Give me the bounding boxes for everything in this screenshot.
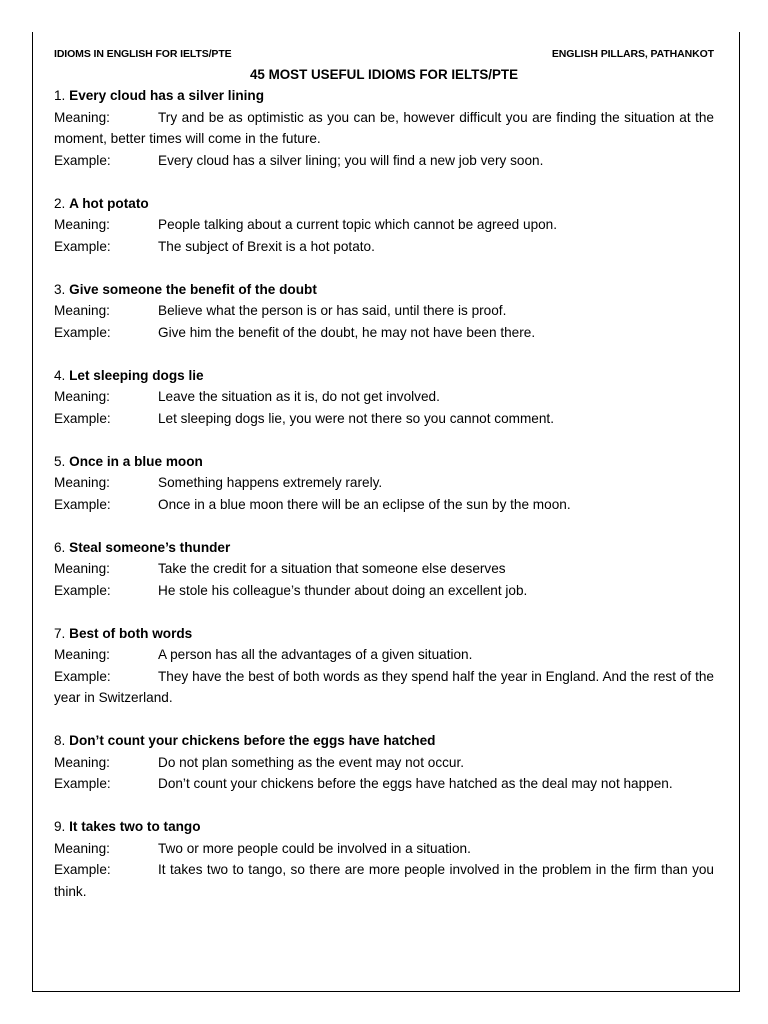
idiom-number: 5. [54,453,66,469]
idiom-example-line [54,150,714,172]
idiom-meaning-line [54,752,714,774]
header-left: IDIOMS IN ENGLISH FOR IELTS/PTE [54,48,232,60]
idiom-meaning-line [54,386,714,408]
idiom-meaning-text: Do not plan something as the event may not occur. [158,754,465,770]
idiom-meaning-text: A person has all the advantages of a given situation. [158,647,473,662]
idiom-meaning-line [54,472,714,494]
idiom-number: 4. [54,367,66,383]
idiom-heading [54,365,714,387]
idiom-number: 6. [54,539,66,555]
page-title: 45 MOST USEFUL IDIOMS FOR IELTS/PTE [249,67,519,82]
idiom-meaning-text: Leave the situation as it is, do not get involved. [158,389,440,404]
idiom-meaning-text: Believe what the person is or has said, until there is proof. [158,303,507,318]
example-label: Example: [54,776,111,791]
idiom-entry [54,85,714,171]
idiom-number: 1. [54,88,66,103]
idiom-meaning-text: Something happens extremely rarely. [158,475,383,490]
idiom-heading [54,623,714,645]
idiom-meaning-line [54,300,714,322]
idiom-example-text: They have the best of both words as they spend half the year in England. And the rest of the year in Switzerland. [54,668,714,705]
idiom-example-text: It takes two to tango, so there are more people involved in the problem in the firm than you think. [54,862,714,899]
idiom-entry [54,279,714,344]
meaning-label: Meaning: [54,303,110,318]
idiom-number: 9. [54,819,66,834]
example-label: Example: [54,862,111,877]
idiom-heading [54,537,714,559]
example-label: Example: [54,410,111,426]
idiom-heading [54,451,714,473]
idiom-number: 7. [54,625,66,641]
idiom-example-line [54,859,714,902]
idiom-list [54,85,714,902]
idiom-example-text: The subject of Brexit is a hot potato. [158,238,375,254]
idiom-example-line [54,494,714,516]
idiom-meaning-line [54,107,714,150]
example-label: Example: [54,152,111,168]
idiom-example-text: Every cloud has a silver lining; you will find a new job very soon. [158,152,544,168]
idiom-number: 2. [54,195,66,211]
meaning-label: Meaning: [54,561,110,576]
idiom-meaning-text: Try and be as optimistic as you can be, however difficult you are finding the situation at the moment, better times will come in the future. [54,109,714,146]
idiom-example-line [54,580,714,602]
idiom-phrase: It takes two to tango [69,819,201,834]
idiom-phrase: Every cloud has a silver lining [69,88,265,103]
idiom-entry [54,623,714,709]
example-label: Example: [54,668,111,684]
idiom-number: 8. [54,733,66,748]
meaning-label: Meaning: [54,109,110,125]
header-right: ENGLISH PILLARS, PATHANKOT [551,48,714,60]
idiom-entry [54,451,714,516]
idiom-example-line [54,408,714,430]
idiom-example-text: He stole his colleague’s thunder about doing an excellent job. [158,582,528,598]
idiom-entry [54,365,714,430]
idiom-meaning-text: Take the credit for a situation that someone else deserves [158,561,506,576]
meaning-label: Meaning: [54,840,110,856]
idiom-example-text: Don’t count your chickens before the eggs have hatched as the deal may not happen. [158,776,673,791]
meaning-label: Meaning: [54,217,110,232]
idiom-number: 3. [54,281,66,297]
meaning-label: Meaning: [54,647,110,662]
idiom-example-line [54,773,714,795]
idiom-example-text: Give him the benefit of the doubt, he may not have been there. [158,324,536,340]
idiom-example-line [54,666,714,709]
idiom-phrase: Don’t count your chickens before the eggs have hatched [69,733,436,748]
idiom-heading [54,193,714,215]
example-label: Example: [54,582,111,598]
idiom-phrase: Give someone the benefit of the doubt [69,281,317,297]
document-body [54,44,714,924]
idiom-meaning-text: People talking about a current topic which cannot be agreed upon. [158,217,558,232]
page-header [54,44,714,65]
meaning-label: Meaning: [54,754,110,770]
idiom-meaning-line [54,214,714,236]
idiom-meaning-line [54,558,714,580]
idiom-meaning-line [54,644,714,666]
idiom-phrase: Best of both words [69,625,193,641]
idiom-example-line [54,322,714,344]
idiom-example-line [54,236,714,258]
meaning-label: Meaning: [54,475,110,490]
idiom-heading [54,85,714,107]
example-label: Example: [54,238,111,254]
example-label: Example: [54,496,111,512]
idiom-meaning-text: Two or more people could be involved in a situation. [158,840,471,856]
example-label: Example: [54,324,111,340]
idiom-entry [54,730,714,795]
idiom-entry [54,537,714,602]
idiom-heading [54,816,714,838]
idiom-phrase: A hot potato [69,195,149,211]
idiom-phrase: Once in a blue moon [69,453,203,469]
idiom-phrase: Steal someone’s thunder [69,539,231,555]
idiom-entry [54,816,714,902]
meaning-label: Meaning: [54,389,110,404]
idiom-heading [54,279,714,301]
idiom-example-text: Once in a blue moon there will be an eclipse of the sun by the moon. [158,496,571,512]
idiom-meaning-line [54,838,714,860]
idiom-phrase: Let sleeping dogs lie [69,367,204,383]
idiom-example-text: Let sleeping dogs lie, you were not there so you cannot comment. [158,410,554,426]
idiom-entry [54,193,714,258]
idiom-heading [54,730,714,752]
